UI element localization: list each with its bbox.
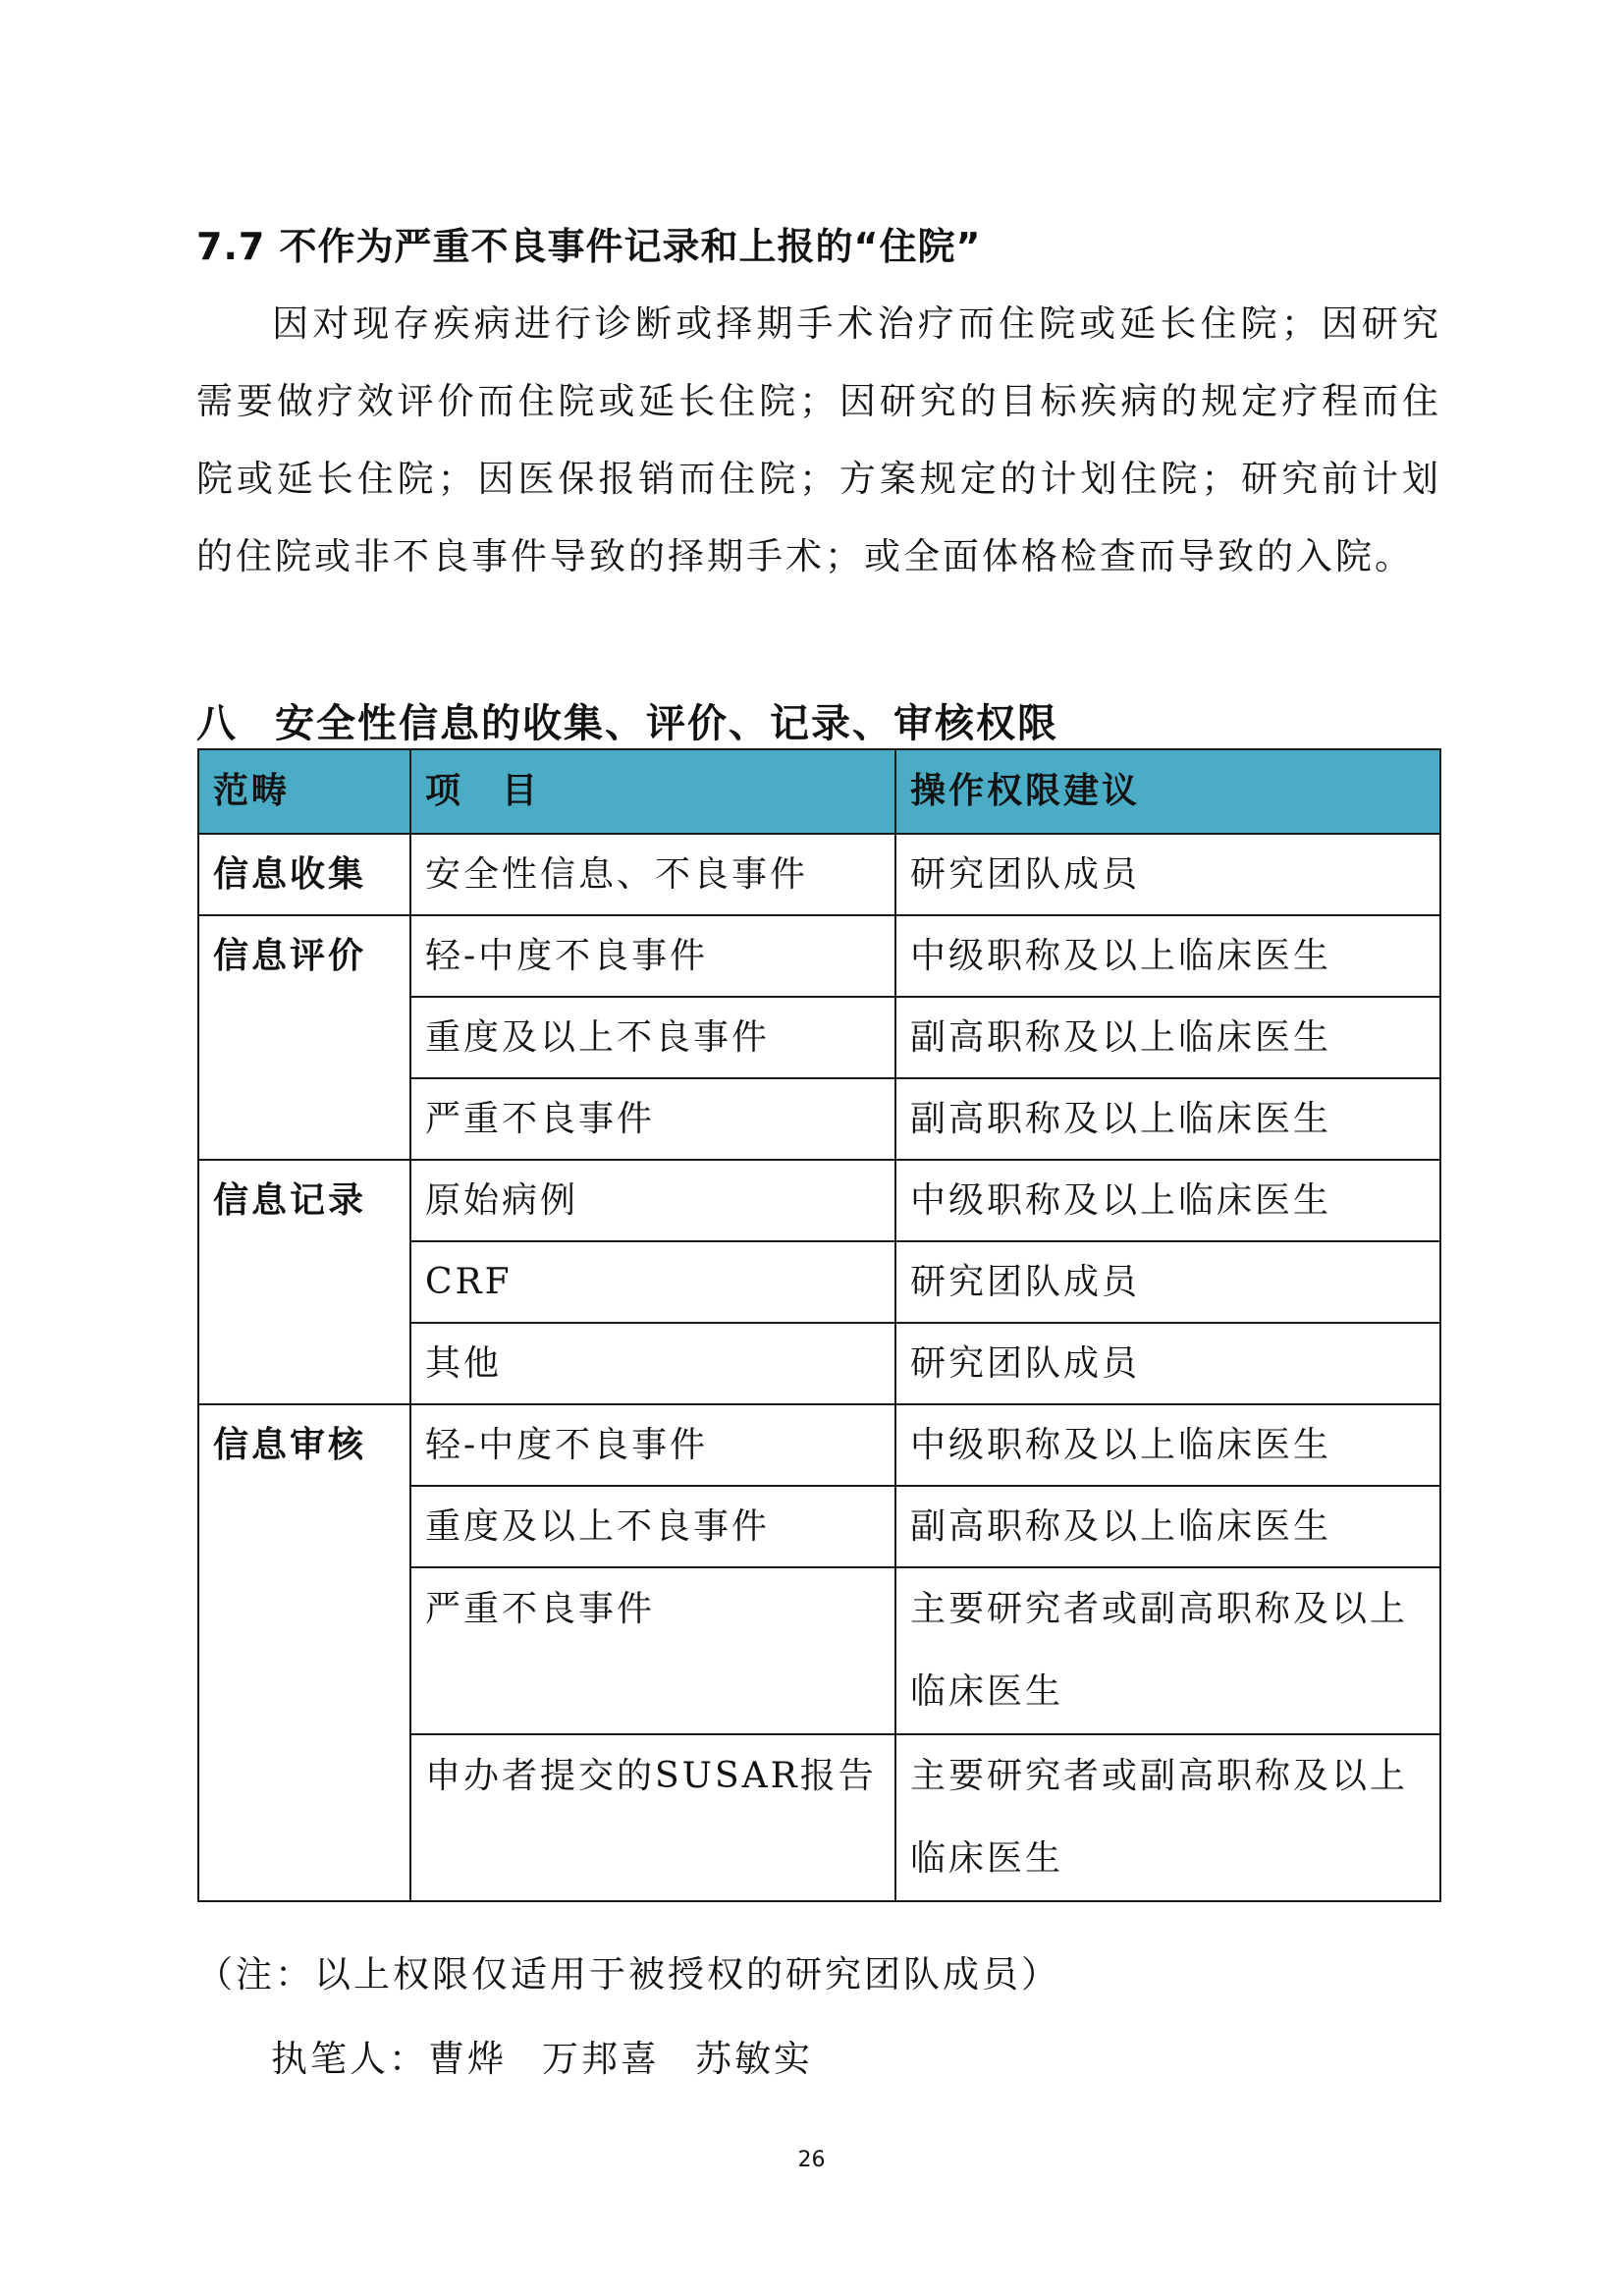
table-row xyxy=(198,1404,1440,1486)
permission-cell: 研究团队成员 xyxy=(895,1323,1440,1404)
chapter-title xyxy=(196,692,1058,748)
item-cell: CRF xyxy=(410,1241,895,1323)
chapter-number: 八 xyxy=(196,701,238,746)
table-header-row xyxy=(198,749,1440,834)
chapter-title-text: 安全性信息的收集、评价、记录、审核权限 xyxy=(275,701,1058,746)
page-number: 26 xyxy=(797,2148,826,2172)
item-cell: 安全性信息、不良事件 xyxy=(410,834,895,915)
permission-cell: 研究团队成员 xyxy=(895,834,1440,915)
category-cell: 信息收集 xyxy=(198,834,410,915)
permission-cell: 主要研究者或副高职称及以上临床医生 xyxy=(895,1567,1440,1734)
category-cell: 信息评价 xyxy=(198,915,410,1160)
table-row xyxy=(198,834,1440,915)
item-cell: 原始病例 xyxy=(410,1160,895,1241)
permission-table xyxy=(197,748,1441,1902)
permission-cell: 主要研究者或副高职称及以上临床医生 xyxy=(895,1734,1440,1901)
table-row xyxy=(198,915,1440,997)
item-cell: 严重不良事件 xyxy=(410,1567,895,1734)
item-cell: 严重不良事件 xyxy=(410,1078,895,1160)
category-cell: 信息审核 xyxy=(198,1404,410,1901)
section-title: 7.7 不作为严重不良事件记录和上报的“住院” xyxy=(196,225,982,268)
category-cell: 信息记录 xyxy=(198,1160,410,1404)
item-cell: 其他 xyxy=(410,1323,895,1404)
permission-cell: 副高职称及以上临床医生 xyxy=(895,1078,1440,1160)
author-name: 曹烨 xyxy=(428,2038,507,2080)
permission-cell: 副高职称及以上临床医生 xyxy=(895,997,1440,1078)
header-category: 范畴 xyxy=(198,749,410,834)
paragraph-text: 因对现存疾病进行诊断或择期手术治疗而住院或延长住院；因研究需要做疗效评价而住院或延长住院；因研究的目标疾病的规定疗程而住院或延长住院；因医保报销而住院；方案规定的计划住院；研究前计划的住院或非不良事件导致的择期手术；或全面体格检查而导致的入院。 xyxy=(196,302,1441,577)
item-cell: 重度及以上不良事件 xyxy=(410,1486,895,1567)
permission-cell: 中级职称及以上临床医生 xyxy=(895,1160,1440,1241)
permission-cell: 副高职称及以上临床医生 xyxy=(895,1486,1440,1567)
permission-cell: 中级职称及以上临床医生 xyxy=(895,915,1440,997)
item-cell: 申办者提交的SUSAR报告 xyxy=(410,1734,895,1901)
header-permission: 操作权限建议 xyxy=(895,749,1440,834)
header-item: 项 目 xyxy=(410,749,895,834)
permission-cell: 中级职称及以上临床医生 xyxy=(895,1404,1440,1486)
item-cell: 轻-中度不良事件 xyxy=(410,915,895,997)
table-note: （注：以上权限仅适用于被授权的研究团队成员） xyxy=(196,1953,1060,1995)
section-paragraph xyxy=(196,285,1441,595)
author-name: 万邦喜 xyxy=(542,2038,660,2080)
item-cell: 重度及以上不良事件 xyxy=(410,997,895,1078)
permission-cell: 研究团队成员 xyxy=(895,1241,1440,1323)
item-cell: 轻-中度不良事件 xyxy=(410,1404,895,1486)
authors-line xyxy=(271,2029,848,2082)
table-row xyxy=(198,1160,1440,1241)
author-name: 苏敏实 xyxy=(695,2038,813,2080)
authors-label: 执笔人： xyxy=(271,2038,428,2080)
